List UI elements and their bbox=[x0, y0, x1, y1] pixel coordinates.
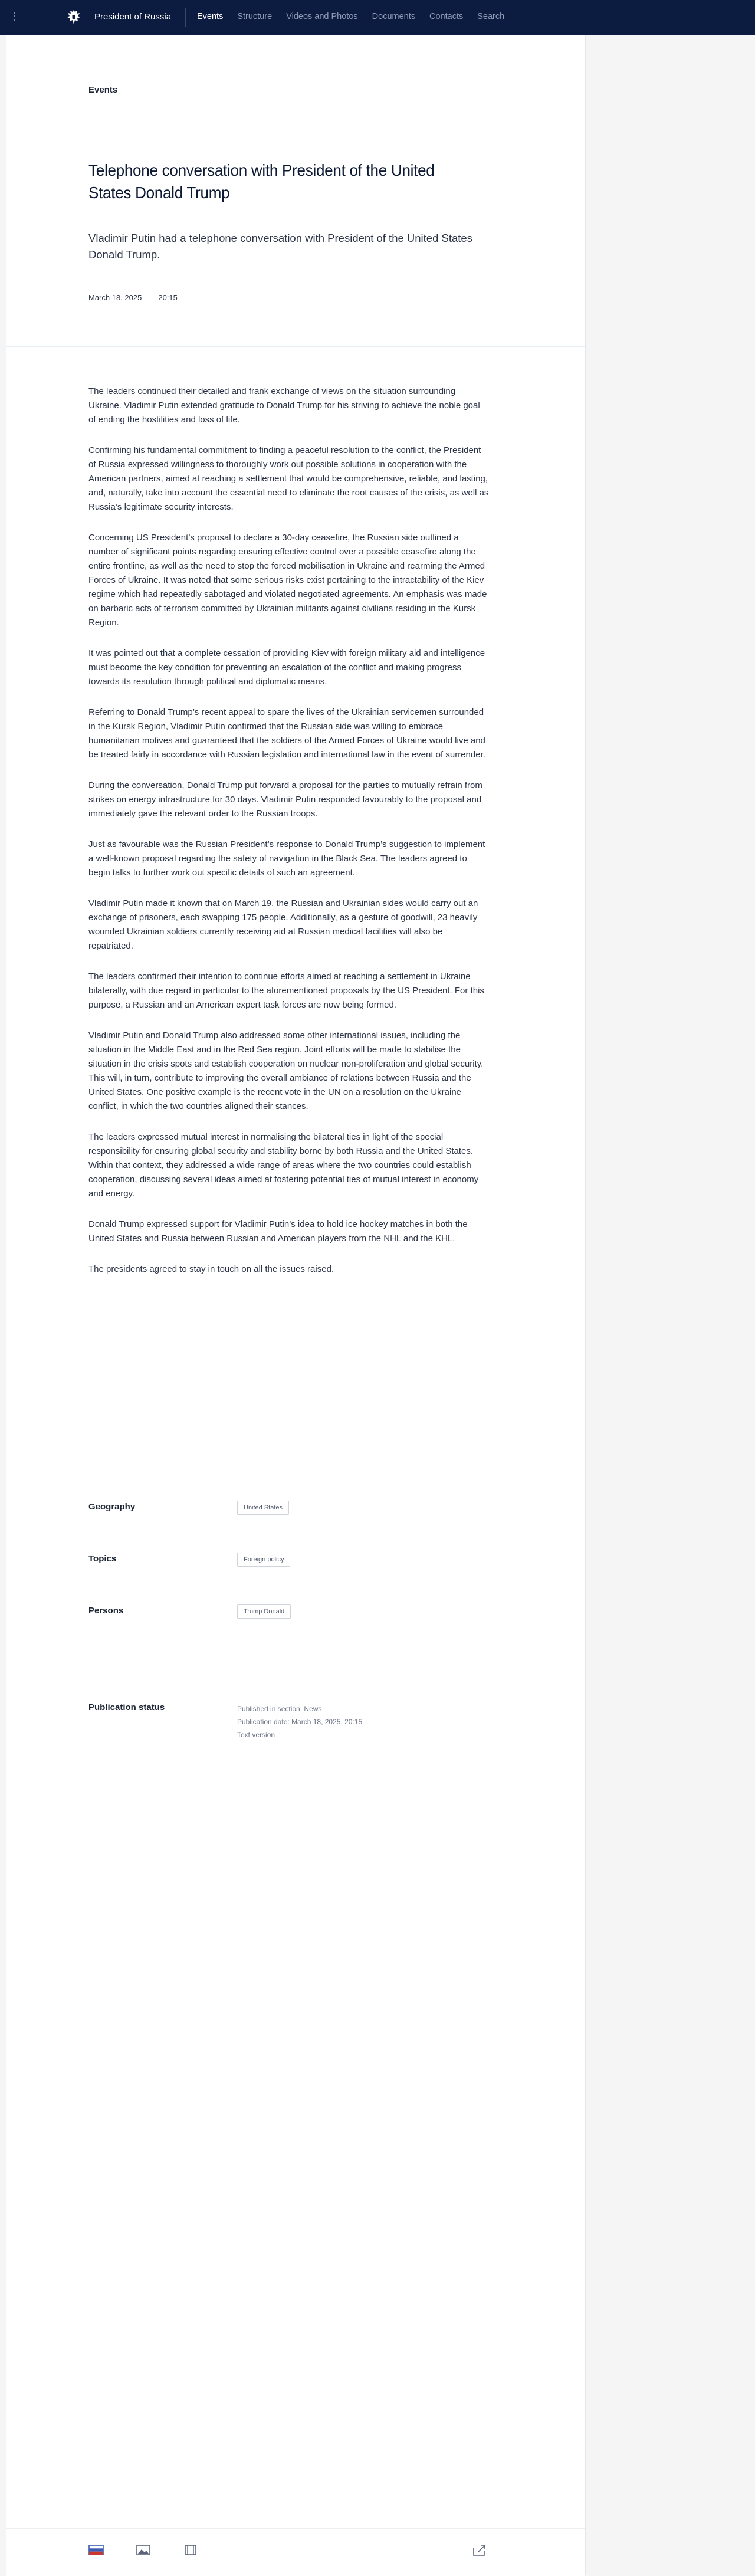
nav-videos-and-photos[interactable]: Videos and Photos bbox=[286, 12, 358, 21]
article-paragraph: Just as favourable was the Russian President’s response to Donald Trump’s suggestion to implement a well-known proposal regarding the safety of navigation in the Black Sea. The leaders agreed to begin talks to further work out specific details of such an agreement. bbox=[88, 839, 485, 878]
section-label[interactable]: Events bbox=[88, 85, 118, 95]
article-paragraph: Vladimir Putin and Donald Trump also addressed some other international issues, including the situation in the Middle East and in the Red Sea region. Joint efforts will be made to stabilise the situation in the crisis spots and establish cooperation on nuclear non-proliferation and global security. This will, in turn, contribute to improving the overall ambiance of relations between Russia and the United States. One positive example is the recent vote in the UN on a resolution on the Ukraine conflict, in which the two countries aligned their stances. bbox=[88, 1031, 484, 1111]
article-paragraph: Vladimir Putin made it known that on March 19, the Russian and Ukrainian sides would carry out an exchange of prisoners, each swapping 175 people. Additionally, as a gesture of goodwill, 23 heavily wounded Ukrainian soldiers currently receiving aid at Russian medical facilities will also be repatriated. bbox=[88, 898, 478, 951]
nav-documents[interactable]: Documents bbox=[372, 12, 415, 21]
coat-of-arms-icon[interactable] bbox=[66, 9, 81, 25]
header-divider bbox=[6, 346, 585, 347]
article-body bbox=[88, 385, 490, 1293]
geography-tag[interactable]: United States bbox=[237, 1501, 289, 1515]
article-paragraph: The leaders expressed mutual interest in normalising the bilateral ties in light of the special responsibility for ensuring global security and stability borne by both Russia and the United States. Within that context, they addressed a wide range of areas where the two countries could establish cooperation, discussing several ideas aimed at fostering potential ties of mutual interest in economy and energy. bbox=[88, 1132, 479, 1199]
article-paragraph: Confirming his fundamental commitment to finding a peaceful resolution to the conflict, the President of Russia expressed willingness to thoroughly work out possible solutions in cooperation with the American partners, aimed at reaching a settlement that would be comprehensive, reliable, and lasting, and, naturally, take into account the essential need to eliminate the root causes of the crisis, as well as Russia’s legitimate security interests. bbox=[88, 445, 489, 512]
page-title: Telephone conversation with President of the United States Donald Trump bbox=[88, 161, 435, 202]
article-meta bbox=[88, 293, 178, 302]
article-paragraph: Concerning US President’s proposal to declare a 30-day ceasefire, the Russian side outlined a number of significant points regarding ensuring effective control over a possible ceasefire along the entire frontline, as well as the need to stop the forced mobilisation in Ukraine and rearming the Armed Forces of Ukraine. It was noted that some serious risks exist pertaining to the intractability of the Kiev regime which had repeatedly sabotaged and violated negotiated agreements. An emphasis was made on barbaric acts of terrorism committed by Ukrainian militants against civilians residing in the Kursk Region. bbox=[88, 533, 487, 628]
article-paragraph: The leaders continued their detailed and frank exchange of views on the situation surrounding Ukraine. Vladimir Putin extended gratitude to Donald Trump for his striving to achieve the noble goal of ending the hostilities and loss of life. bbox=[88, 386, 480, 425]
persons-tag[interactable]: Trump Donald bbox=[237, 1604, 291, 1619]
nav-events[interactable]: Events bbox=[197, 12, 224, 21]
publication-date: Publication date: March 18, 2025, 20:15 bbox=[237, 1718, 363, 1726]
text-version-link[interactable]: Text version bbox=[237, 1731, 275, 1739]
article-paragraph: The leaders confirmed their intention to continue efforts aimed at reaching a settlement in Ukraine bilaterally, with due regard in particular to the aforementioned proposals by the US President. For this purpose, a Russian and an American expert task forces are now being formed. bbox=[88, 972, 484, 1010]
video-icon[interactable] bbox=[183, 2544, 198, 2556]
card-edge bbox=[585, 35, 586, 2575]
bottom-toolbar bbox=[6, 2528, 585, 2576]
geography-label: Geography bbox=[88, 1502, 136, 1512]
topics-tag[interactable]: Foreign policy bbox=[237, 1553, 290, 1567]
article-date: March 18, 2025 bbox=[88, 293, 142, 302]
article-paragraph: Donald Trump expressed support for Vladimir Putin’s idea to hold ice hockey matches in both the United States and Russia between Russian and American players from the NHL and the KHL. bbox=[88, 1219, 468, 1243]
photo-icon[interactable] bbox=[136, 2544, 151, 2556]
article-time: 20:15 bbox=[158, 293, 178, 302]
share-icon[interactable] bbox=[472, 2544, 487, 2556]
main-nav bbox=[197, 12, 518, 21]
flag-icon[interactable] bbox=[88, 2544, 104, 2556]
persons-label: Persons bbox=[88, 1606, 124, 1616]
top-navigation-bar bbox=[0, 0, 755, 35]
published-section: Published in section: News bbox=[237, 1705, 322, 1713]
publication-info bbox=[237, 1702, 362, 1741]
site-title[interactable]: President of Russia bbox=[94, 12, 172, 22]
menu-dots-icon[interactable] bbox=[12, 11, 17, 25]
topics-label: Topics bbox=[88, 1554, 117, 1564]
article-lead: Vladimir Putin had a telephone conversation with President of the United States Donald Trump. bbox=[88, 232, 472, 261]
nav-divider bbox=[185, 8, 186, 27]
article-paragraph: The presidents agreed to stay in touch on all the issues raised. bbox=[88, 1264, 334, 1274]
nav-search[interactable]: Search bbox=[477, 12, 505, 21]
nav-contacts[interactable]: Contacts bbox=[429, 12, 464, 21]
nav-structure[interactable]: Structure bbox=[237, 12, 273, 21]
publication-status-label: Publication status bbox=[88, 1702, 165, 1712]
article-paragraph: Referring to Donald Trump’s recent appeal to spare the lives of the Ukrainian servicemen surrounded in the Kursk Region, Vladimir Putin confirmed that the Russian side was willing to embrace humanitarian motives and guaranteed that the soldiers of the Armed Forces of Ukraine would live and be treated fairly in accordance with Russian legislation and international law in the event of surrender. bbox=[88, 707, 485, 760]
article-paragraph: It was pointed out that a complete cessation of providing Kiev with foreign military aid and intelligence must become the key condition for preventing an escalation of the conflict and making progress towards its resolution through political and diplomatic means. bbox=[88, 648, 485, 687]
article-paragraph: During the conversation, Donald Trump put forward a proposal for the parties to mutually refrain from strikes on energy infrastructure for 30 days. Vladimir Putin responded favourably to the proposal and immediately gave the relevant order to the Russian troops. bbox=[88, 780, 482, 819]
